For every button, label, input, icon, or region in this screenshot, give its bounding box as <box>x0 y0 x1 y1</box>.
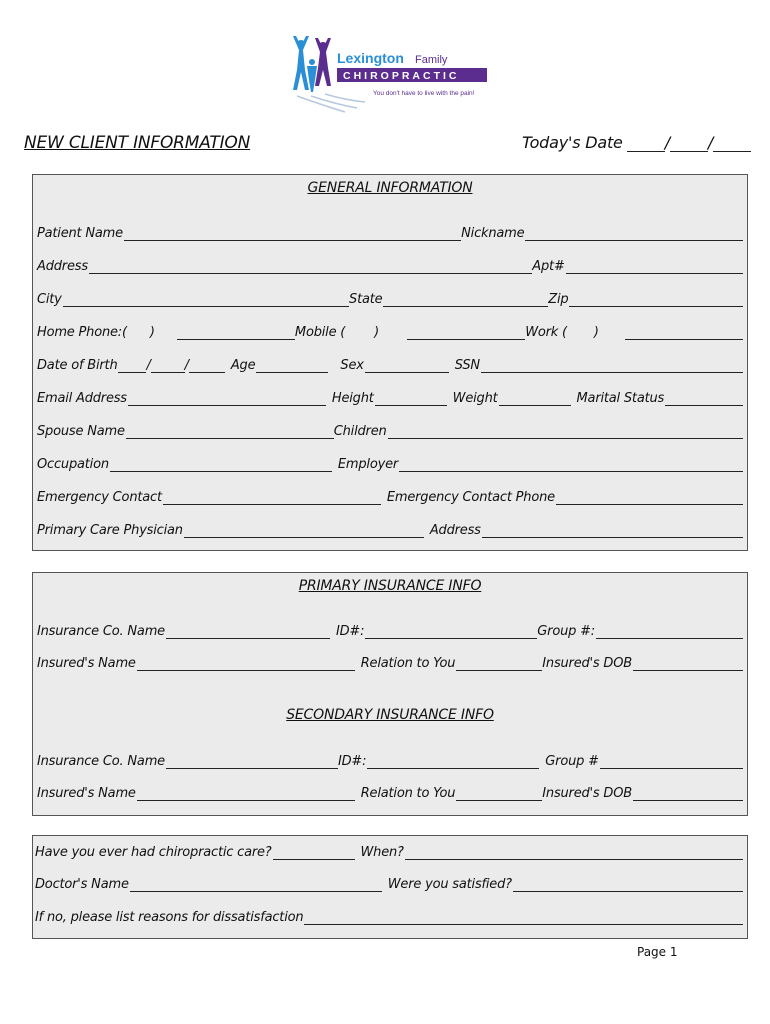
secondary-insured-field[interactable] <box>137 787 355 801</box>
nickname-label: Nickname <box>461 226 525 241</box>
todays-date: Today's Date / / <box>522 133 751 152</box>
spouse-field[interactable] <box>126 425 334 439</box>
email-field[interactable] <box>128 392 326 406</box>
pcp-address-label: Address <box>429 523 481 538</box>
primary-relation-field[interactable] <box>456 657 542 671</box>
primary-group-field[interactable] <box>596 625 743 639</box>
row-dob: Date of Birth / / Age Sex SSN <box>37 355 743 373</box>
zip-field[interactable] <box>569 293 743 307</box>
dob-month-field[interactable] <box>118 359 146 373</box>
occupation-label: Occupation <box>37 457 109 472</box>
marital-field[interactable] <box>665 392 743 406</box>
row-spouse <box>37 421 743 439</box>
mobile-label: Mobile ( <box>294 325 346 340</box>
secondary-insurance-heading: SECONDARY INSURANCE INFO <box>286 707 494 723</box>
row-emergency <box>37 487 743 505</box>
date-month-field[interactable] <box>627 138 665 152</box>
patient-name-field[interactable] <box>124 227 461 241</box>
occupation-field[interactable] <box>110 458 332 472</box>
secondary-group-label: Group # <box>545 754 599 769</box>
row-pcp <box>37 520 743 538</box>
emergency-phone-field[interactable] <box>556 491 743 505</box>
spouse-label: Spouse Name <box>37 424 125 439</box>
home-phone-label: Home Phone:( <box>37 325 127 340</box>
weight-field[interactable] <box>499 392 571 406</box>
row-primary-insured <box>37 653 743 671</box>
primary-relation-label: Relation to You <box>360 656 456 671</box>
row-doctor <box>35 874 743 892</box>
had-care-label: Have you ever had chiropractic care? <box>35 845 272 860</box>
nickname-field[interactable] <box>525 227 743 241</box>
emergency-contact-label: Emergency Contact <box>37 490 162 505</box>
secondary-relation-label: Relation to You <box>360 786 456 801</box>
general-info-heading: GENERAL INFORMATION <box>307 180 473 196</box>
when-field[interactable] <box>405 846 743 860</box>
svg-text:CHIROPRACTIC: CHIROPRACTIC <box>343 70 460 82</box>
sex-label: Sex <box>340 358 364 373</box>
weight-label: Weight <box>452 391 498 406</box>
primary-id-label: ID#: <box>335 624 365 639</box>
secondary-co-field[interactable] <box>166 755 338 769</box>
secondary-id-field[interactable] <box>367 755 539 769</box>
secondary-dob-label: Insured's DOB <box>542 786 632 801</box>
primary-co-label: Insurance Co. Name <box>37 624 165 639</box>
row-secondary-co <box>37 751 743 769</box>
todays-date-label: Today's Date <box>522 133 623 152</box>
state-field[interactable] <box>383 293 548 307</box>
row-email <box>37 388 743 406</box>
height-field[interactable] <box>375 392 447 406</box>
ssn-field[interactable] <box>481 359 743 373</box>
family-figures-icon <box>285 36 495 116</box>
row-reasons <box>35 907 743 925</box>
chiropractic-history-section <box>32 835 748 939</box>
marital-label: Marital Status <box>576 391 665 406</box>
row-patient-name <box>37 223 743 241</box>
height-label: Height <box>331 391 374 406</box>
row-city <box>37 289 743 307</box>
insurance-section <box>32 572 748 816</box>
pcp-address-field[interactable] <box>482 524 743 538</box>
row-secondary-insured <box>37 783 743 801</box>
secondary-group-field[interactable] <box>600 755 743 769</box>
row-address <box>37 256 743 274</box>
svg-text:Family: Family <box>415 54 448 66</box>
age-label: Age <box>230 358 256 373</box>
apt-field[interactable] <box>566 260 743 274</box>
primary-dob-field[interactable] <box>633 657 743 671</box>
primary-insured-field[interactable] <box>137 657 355 671</box>
primary-dob-label: Insured's DOB <box>542 656 632 671</box>
satisfied-label: Were you satisfied? <box>387 877 512 892</box>
pcp-field[interactable] <box>184 524 424 538</box>
row-occupation <box>37 454 743 472</box>
city-field[interactable] <box>63 293 349 307</box>
children-label: Children <box>333 424 387 439</box>
state-label: State <box>349 292 383 307</box>
doctor-label: Doctor's Name <box>35 877 129 892</box>
secondary-dob-field[interactable] <box>633 787 743 801</box>
reasons-label: If no, please list reasons for dissatisfaction <box>35 910 304 925</box>
secondary-relation-field[interactable] <box>456 787 542 801</box>
primary-co-field[interactable] <box>166 625 330 639</box>
work-label: Work ( <box>525 325 567 340</box>
address-field[interactable] <box>89 260 532 274</box>
dob-year-field[interactable] <box>189 359 225 373</box>
zip-label: Zip <box>548 292 569 307</box>
mobile-field[interactable] <box>407 326 525 340</box>
home-phone-field[interactable] <box>177 326 295 340</box>
emergency-contact-field[interactable] <box>163 491 381 505</box>
apt-label: Apt# <box>532 259 565 274</box>
date-year-field[interactable] <box>713 138 751 152</box>
satisfied-field[interactable] <box>513 878 743 892</box>
primary-insured-label: Insured's Name <box>37 656 136 671</box>
patient-name-label: Patient Name <box>37 226 123 241</box>
clinic-logo <box>285 36 495 116</box>
email-label: Email Address <box>37 391 127 406</box>
dob-day-field[interactable] <box>151 359 185 373</box>
doctor-field[interactable] <box>130 878 382 892</box>
reasons-field[interactable] <box>304 911 743 925</box>
primary-insurance-heading: PRIMARY INSURANCE INFO <box>298 578 482 594</box>
children-field[interactable] <box>388 425 743 439</box>
emergency-phone-label: Emergency Contact Phone <box>386 490 555 505</box>
general-info-section <box>32 174 748 551</box>
had-care-field[interactable] <box>273 846 355 860</box>
form-title: NEW CLIENT INFORMATION <box>24 133 251 153</box>
address-label: Address <box>37 259 88 274</box>
svg-text:Lexington: Lexington <box>337 50 404 66</box>
secondary-id-label: ID#: <box>337 754 367 769</box>
ssn-label: SSN <box>454 358 480 373</box>
age-field[interactable] <box>256 359 328 373</box>
primary-group-label: Group #: <box>537 624 595 639</box>
row-phones: Home Phone:( ) Mobile ( ) Work ( ) <box>37 322 743 340</box>
city-label: City <box>37 292 62 307</box>
svg-text:You don't have to live with th: You don't have to live with the pain! <box>373 90 475 97</box>
when-label: When? <box>360 845 404 860</box>
secondary-co-label: Insurance Co. Name <box>37 754 165 769</box>
date-day-field[interactable] <box>670 138 708 152</box>
pcp-label: Primary Care Physician <box>37 523 183 538</box>
work-field[interactable] <box>625 326 743 340</box>
sex-field[interactable] <box>365 359 449 373</box>
dob-label: Date of Birth <box>37 358 118 373</box>
page-number: Page 1 <box>637 945 678 959</box>
employer-field[interactable] <box>399 458 743 472</box>
secondary-insured-label: Insured's Name <box>37 786 136 801</box>
row-had-care <box>35 842 743 860</box>
row-primary-co <box>37 621 743 639</box>
employer-label: Employer <box>337 457 399 472</box>
primary-id-field[interactable] <box>365 625 537 639</box>
